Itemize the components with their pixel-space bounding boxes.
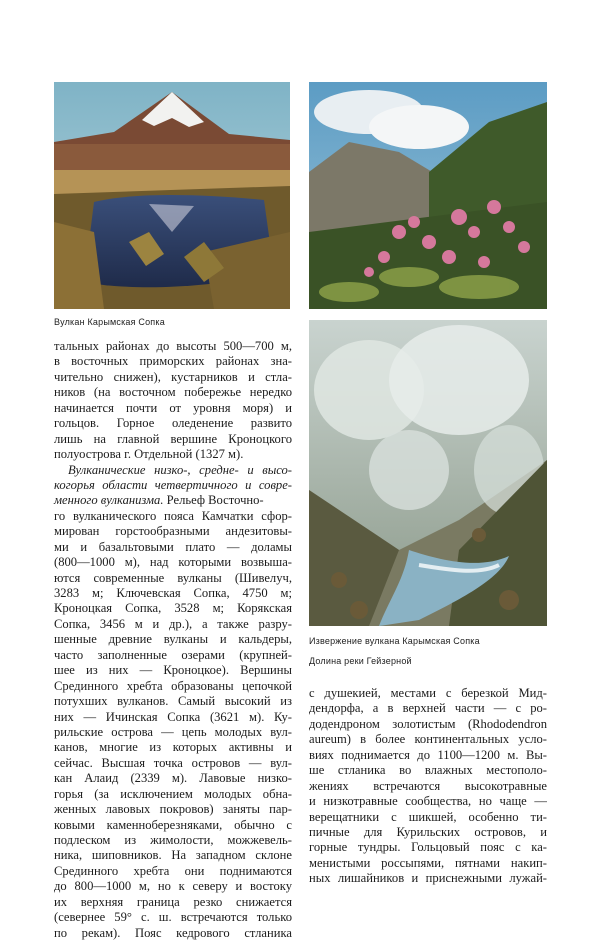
text-line xyxy=(54,509,292,524)
text-line xyxy=(309,794,547,809)
text-line xyxy=(309,763,547,778)
text-line-content: шее из них — Кроноцкое). Вершины xyxy=(54,663,292,678)
text-line xyxy=(54,725,292,740)
text-line-content: Кроноцкая Сопка, 3528 м; Корякская xyxy=(54,601,292,616)
text-line xyxy=(54,864,292,879)
text-line xyxy=(309,825,547,840)
text-line-content: ми и базальтовыми плато — доламы xyxy=(54,539,292,554)
text-line xyxy=(54,617,292,632)
text-line xyxy=(54,910,292,925)
text-line xyxy=(54,370,292,385)
caption-valley: Долина реки Гейзерной xyxy=(309,656,412,666)
text-line xyxy=(309,871,547,886)
text-line-tail: Рельеф Восточно- xyxy=(163,493,264,508)
text-line xyxy=(54,879,292,894)
text-line xyxy=(54,679,292,694)
text-line-content: мирован горстообразными андезитовы- xyxy=(54,524,292,539)
text-line-content: в восточных приморских районах зна- xyxy=(54,354,292,369)
text-line-content: рильские острова — цепь молодых вул- xyxy=(54,724,292,739)
text-line-content: ются современные вулканы (Шивелуч, xyxy=(54,570,292,585)
text-line xyxy=(54,694,292,709)
text-line xyxy=(54,586,292,601)
text-line-content: ников (на восточном побережье нередко xyxy=(54,385,292,400)
text-line xyxy=(54,555,292,570)
caption-volcano: Вулкан Карымская Сопка xyxy=(54,317,165,327)
text-line xyxy=(54,663,292,678)
text-line xyxy=(54,740,292,755)
text-line-content: го вулканического пояса Камчатки сфор- xyxy=(54,508,292,523)
text-line-content: полуострова г. Отдельной (1327 м). xyxy=(54,447,244,462)
text-line-content: них — Ичинская Сопка (3621 м). Ку- xyxy=(54,709,292,724)
text-line-content: ных лишайников и приснежными лужай- xyxy=(309,871,547,886)
text-line-content: с душекией, местами с березкой Мид- xyxy=(309,686,547,700)
text-column-right xyxy=(309,686,547,887)
text-line-content: часто заполненные озерами (крупней- xyxy=(54,647,292,662)
text-line-content: aureum) в более континентальных усло- xyxy=(309,732,547,747)
text-line xyxy=(309,810,547,825)
text-line xyxy=(54,648,292,663)
text-line-content: пичные для Курильских островов, и xyxy=(309,824,547,839)
text-line xyxy=(54,432,292,447)
text-line xyxy=(54,493,292,508)
text-line-content: подлеском из жимолости, можжевель- xyxy=(54,833,292,847)
text-line-content: 3283 м; Ключевская Сопка, 4750 м; xyxy=(54,586,292,600)
volcano-image xyxy=(54,82,290,309)
text-line-content: ника, шиповников. На западном склоне xyxy=(54,848,292,863)
text-line xyxy=(54,354,292,369)
text-line-content: ковыми каменноберезняками, обычно с xyxy=(54,817,292,832)
text-line xyxy=(309,732,547,747)
text-line xyxy=(54,463,292,478)
text-line xyxy=(54,848,292,863)
text-line xyxy=(54,478,292,493)
text-line xyxy=(309,701,547,716)
text-line-content: лишь на главной вершине Кроноцкого xyxy=(54,431,292,446)
text-line-content: по рекам). Пояс кедрового стланика xyxy=(54,925,292,940)
text-line xyxy=(54,632,292,647)
text-line-content: и низкотравные сообщества, но чаще — xyxy=(309,794,547,809)
text-line-content: (севернее 59° с. ш. встречаются только xyxy=(54,910,292,925)
text-line-content: начинается почти от уровня моря) и xyxy=(54,400,292,415)
text-line xyxy=(309,779,547,794)
text-line xyxy=(54,833,292,848)
caption-eruption: Извержение вулкана Карымская Сопка xyxy=(309,636,480,646)
text-line-content: женных лавовых покровов) заняты пар- xyxy=(54,802,292,817)
text-line-content: додендроном золотистым (Rhododendron xyxy=(309,716,547,731)
text-line xyxy=(54,571,292,586)
text-line-content: дендорфа, а в верхней части — с ро- xyxy=(309,701,547,716)
text-line-content: гольцов. Горное оледенение развито xyxy=(54,416,292,431)
text-line xyxy=(54,601,292,616)
text-line xyxy=(54,818,292,833)
text-line-content: когорья области четвертичного и совре- xyxy=(54,477,292,492)
valley-image xyxy=(309,320,547,626)
text-line-content: канов, многие из которых активны и xyxy=(54,740,292,755)
text-line-content: шенные древние вулканы и кальдеры, xyxy=(54,632,292,647)
text-line-content: (800—1000 м), над которыми возвыша- xyxy=(54,555,292,570)
text-line xyxy=(54,416,292,431)
text-line-content: верещатники с шикшей, особенно ти- xyxy=(309,809,547,824)
text-line-content: кан Алаид (2339 м). Лавовые низко- xyxy=(54,771,292,786)
text-line-content: сейчас. Высшая точка островов — вул- xyxy=(54,755,292,770)
text-line xyxy=(309,840,547,855)
photo-volcano-karymskaya xyxy=(54,82,290,309)
text-line xyxy=(54,447,292,462)
text-line-content: ше стланика во влажных местополо- xyxy=(309,763,547,778)
text-line-content: потухших вулканов. Самый высокий из xyxy=(54,694,292,709)
text-line xyxy=(54,339,292,354)
text-line-content: жениях встречаются высокотравные xyxy=(309,778,547,793)
text-line-content: менного вулканизма. xyxy=(54,493,164,508)
text-line xyxy=(54,401,292,416)
text-line xyxy=(54,802,292,817)
text-line xyxy=(54,926,292,941)
text-line xyxy=(54,771,292,786)
text-line-content: Срединного хребта они поднимаются xyxy=(54,863,292,878)
text-line xyxy=(54,895,292,910)
text-line xyxy=(309,748,547,763)
text-column-left xyxy=(54,339,292,941)
text-line-content: их верхняя граница резко снижается xyxy=(54,894,292,909)
photo-rhododendron-flowers xyxy=(309,82,547,309)
text-line xyxy=(309,856,547,871)
text-line xyxy=(54,385,292,400)
photo-geyser-valley xyxy=(309,320,547,626)
text-line xyxy=(54,524,292,539)
text-line xyxy=(309,686,547,701)
flowers-image xyxy=(309,82,547,309)
text-line-content: виях поднимается до 1100—1200 м. Вы- xyxy=(309,747,547,762)
text-line-content: тальных районах до высоты 500—700 м, xyxy=(54,339,292,353)
text-line-content: до 800—1000 м, но к северу и востоку xyxy=(54,879,292,894)
text-line xyxy=(54,540,292,555)
text-line xyxy=(54,787,292,802)
text-line-content: Срединного хребта образованы цепочкой xyxy=(54,678,292,693)
text-line-content: горья (за исключением молодых обна- xyxy=(54,786,292,801)
text-line xyxy=(309,717,547,732)
text-line-content: чительно снижен), кустарников и стла- xyxy=(54,369,292,384)
text-line xyxy=(54,756,292,771)
text-line-content: менистыми россыпями, пятнами накип- xyxy=(309,855,547,870)
text-line-content: горные тундры. Гольцовый пояс с ка- xyxy=(309,840,547,855)
text-line-content: Вулканические низко-, средне- и высо- xyxy=(68,462,292,477)
text-line xyxy=(54,710,292,725)
text-line-content: Сопка, 3456 м и др.), а также разру- xyxy=(54,616,292,631)
